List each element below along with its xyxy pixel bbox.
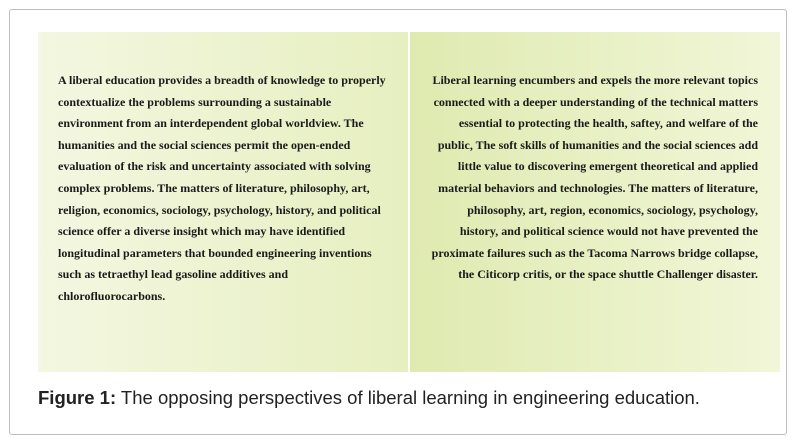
figure-caption	[38, 386, 780, 410]
figure-frame	[9, 9, 787, 435]
left-perspective-text: A liberal education provides a breadth of knowledge to properly contextualize the problems surrounding a sustainable environment from an interdependent global worldview. The humanities and the social sciences permit the open-ended evaluation of the risk and uncertainty associated with solving complex problems. The matters of literature, philosophy, art, religion, economics, sociology, psychology, history, and political science offer a diverse insight which may have identified longitudinal parameters that bounded engineering inventions such as tetraethyl lead gasoline additives and chlorofluorocarbons.	[58, 73, 386, 303]
right-perspective-text: Liberal learning encumbers and expels the more relevant topics connected with a deeper understanding of the technical matters essential to protecting the health, saftey, and welfare of the public, The soft skills of humanities and the social sciences add little value to discovering emergent theoretical and applied material behaviors and technologies. The matters of literature, philosophy, art, region, economics, sociology, psychology, history, and political science would not have prevented the proximate failures such as the Tacoma Narrows bridge collapse, the Citicorp critis, or the space shuttle Challenger disaster.	[431, 73, 758, 282]
left-perspective-panel	[38, 32, 408, 372]
figure-caption-text: The opposing perspectives of liberal learning in engineering education.	[116, 387, 700, 408]
right-perspective-panel	[410, 32, 780, 372]
figure-caption-label: Figure 1:	[38, 387, 117, 408]
